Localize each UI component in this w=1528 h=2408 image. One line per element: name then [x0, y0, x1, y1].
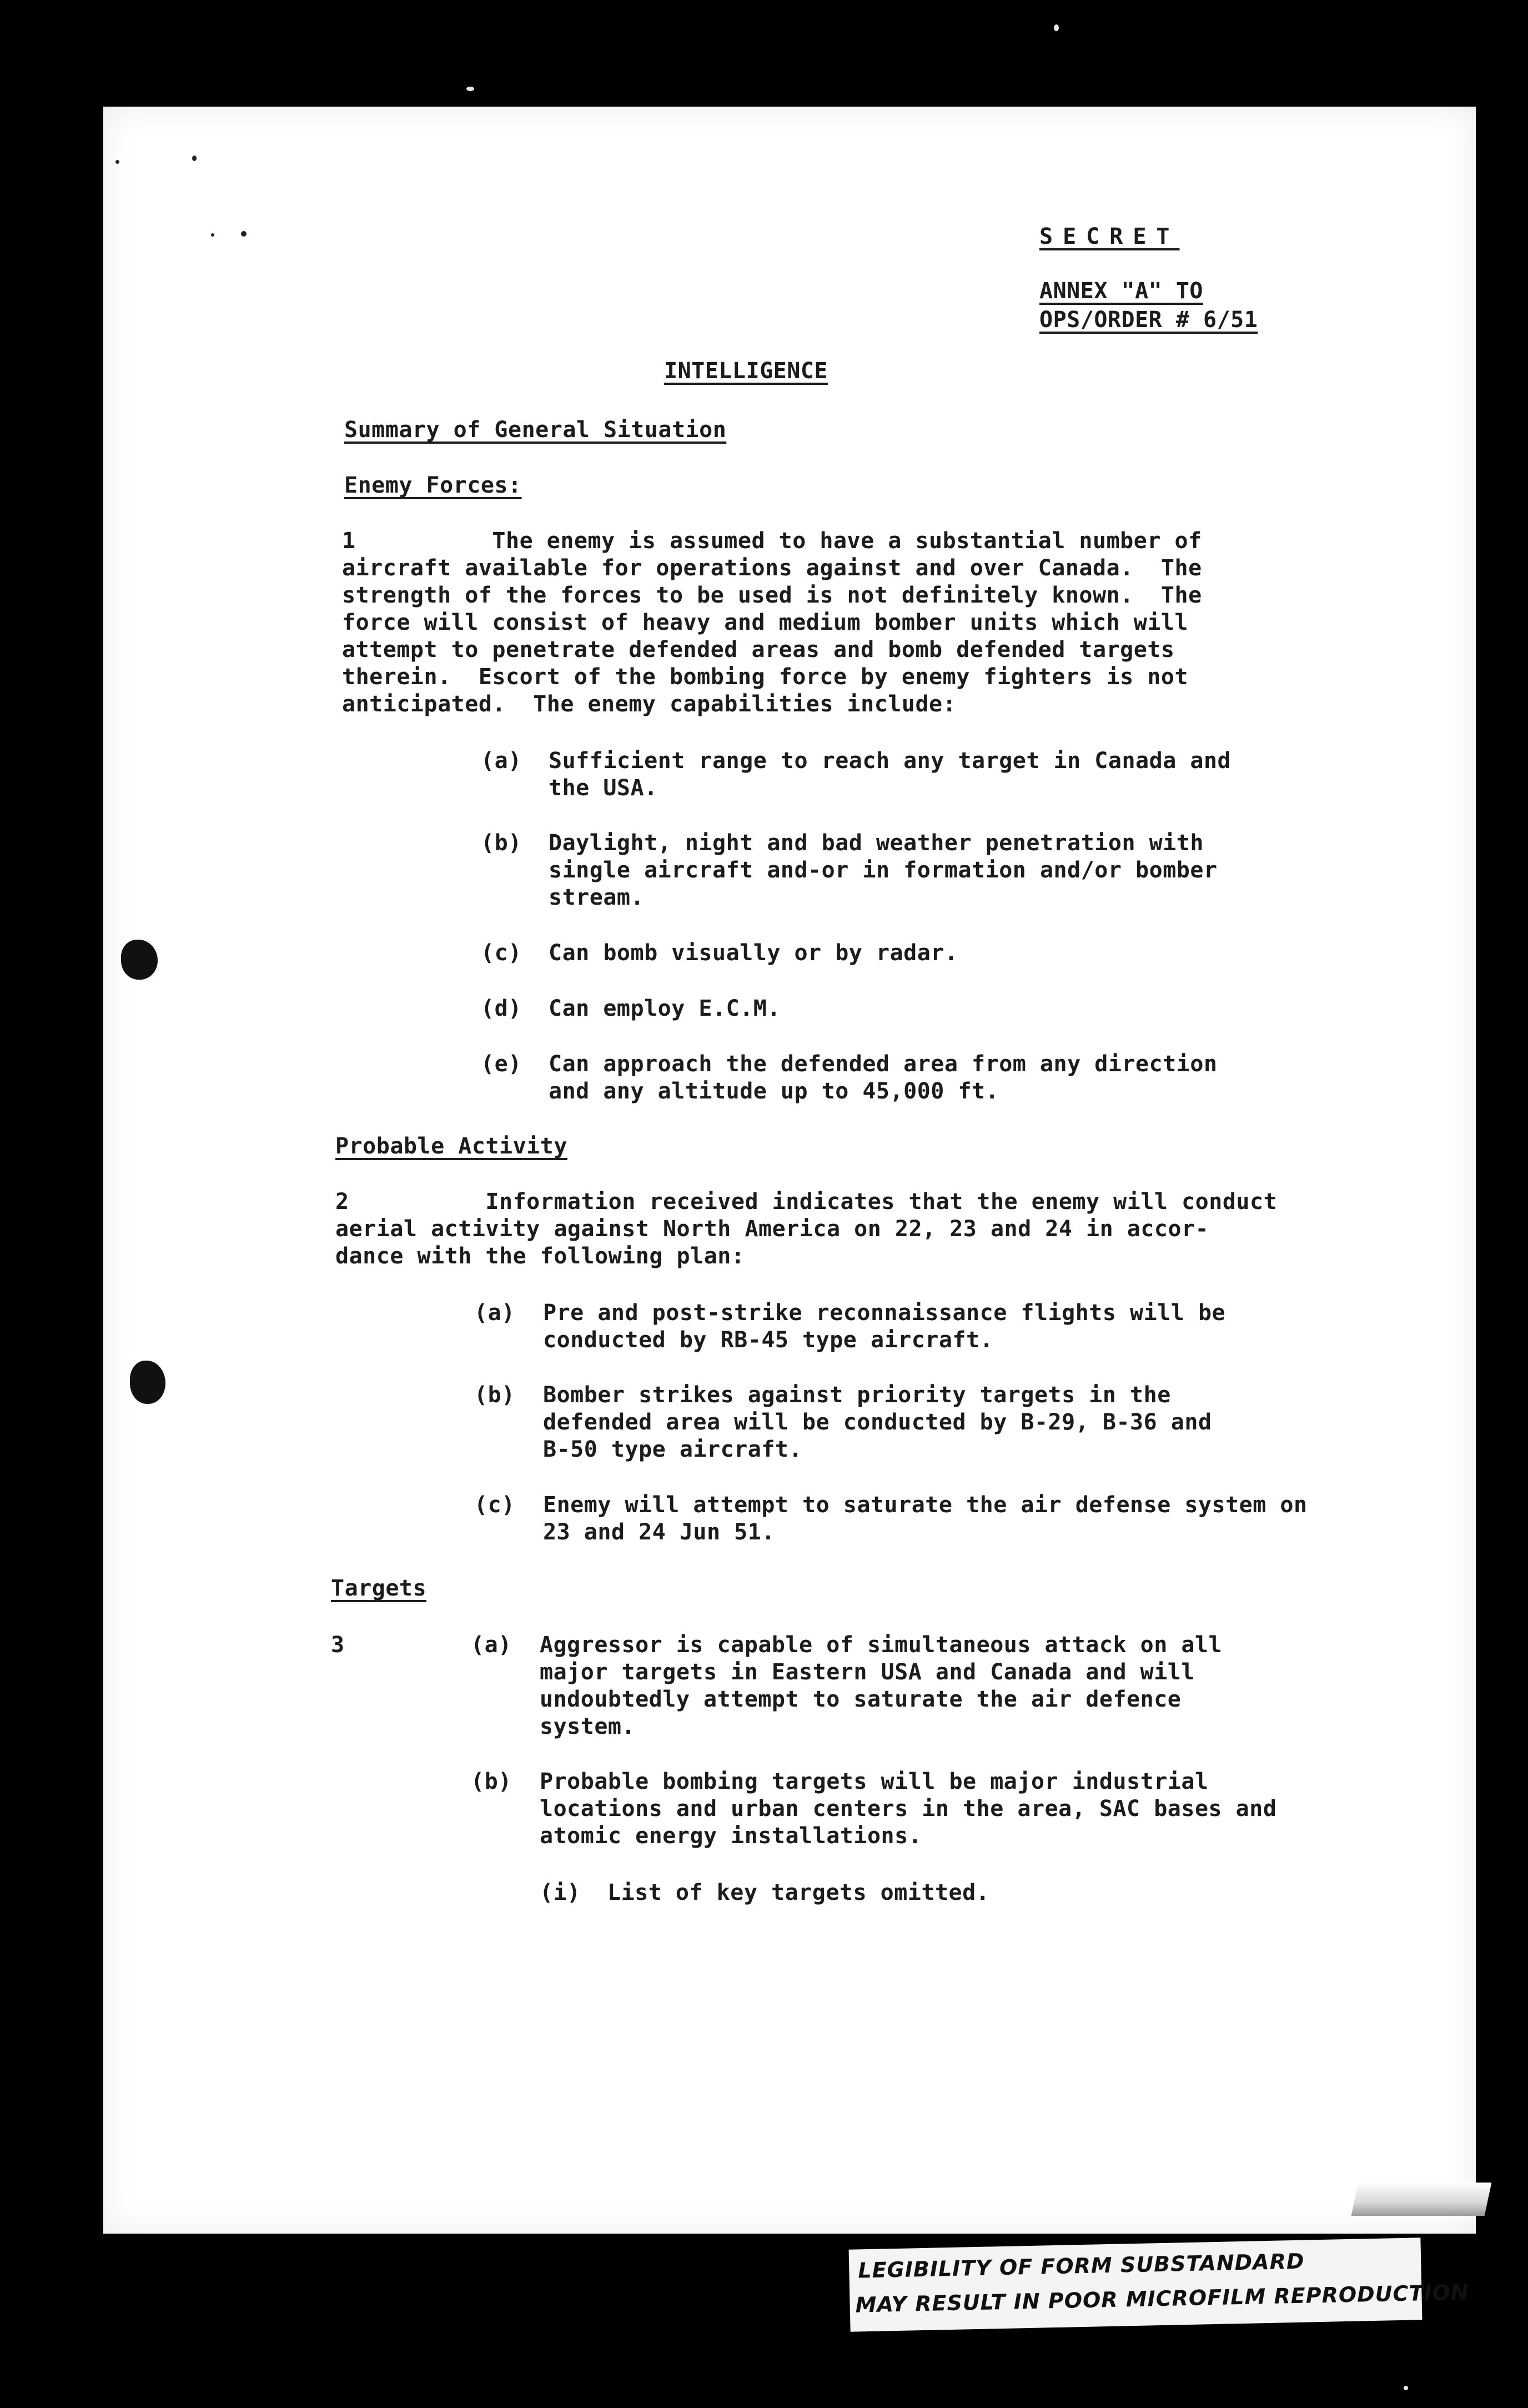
item-line: conducted by RB-45 type aircraft.	[543, 1327, 994, 1353]
annex-line: ANNEX "A" TO	[1039, 278, 1203, 304]
sub-item-text: List of key targets omitted.	[607, 1880, 990, 1905]
item-label: (b)	[481, 830, 522, 856]
item-line: 23 and 24 Jun 51.	[543, 1519, 775, 1545]
punch-hole	[121, 940, 158, 980]
item-label: (b)	[474, 1382, 515, 1408]
punch-hole	[130, 1361, 165, 1404]
item-line: Pre and post-strike reconnaissance flights will be	[543, 1300, 1226, 1326]
paragraph-line: attempt to penetrate defended areas and bomb defended targets	[342, 637, 1175, 663]
page-speck	[211, 233, 214, 237]
item-label: (a)	[471, 1632, 512, 1658]
probable-activity-heading: Probable Activity	[335, 1133, 567, 1159]
page-speck	[115, 160, 119, 164]
item-line: defended area will be conducted by B-29, B-36 and	[543, 1409, 1212, 1435]
page-speck	[192, 155, 197, 161]
item-label: (c)	[481, 940, 522, 966]
item-line: Can approach the defended area from any direction	[549, 1051, 1218, 1077]
item-line: and any altitude up to 45,000 ft.	[549, 1078, 999, 1104]
item-label: (a)	[474, 1300, 515, 1326]
item-line: single aircraft and-or in formation and/or bomber	[549, 857, 1218, 883]
item-label: (c)	[474, 1492, 515, 1518]
film-speck	[1054, 24, 1059, 31]
item-line: Can employ E.C.M.	[549, 996, 781, 1021]
sub-item-label: (i)	[540, 1880, 581, 1905]
summary-heading: Summary of General Situation	[344, 417, 727, 443]
item-line: Bomber strikes against priority targets in the	[543, 1382, 1171, 1408]
stamp-line: MAY RESULT IN POOR MICROFILM REPRODUCTION	[855, 2280, 1469, 2317]
paragraph-line: 1 The enemy is assumed to have a substantial number of	[342, 528, 1202, 554]
paragraph-line: dance with the following plan:	[335, 1243, 745, 1269]
item-label: (e)	[481, 1051, 522, 1077]
item-label: (d)	[481, 996, 522, 1021]
item-line: system.	[540, 1714, 636, 1739]
paragraph-line: therein. Escort of the bombing force by enemy fighters is not	[342, 664, 1189, 690]
item-label: (a)	[481, 748, 522, 774]
stamp-line: LEGIBILITY OF FORM SUBSTANDARD	[857, 2249, 1305, 2283]
paragraph-line: anticipated. The enemy capabilities include:	[342, 691, 957, 717]
item-line: stream.	[549, 885, 645, 910]
paragraph-line: aircraft available for operations against and over Canada. The	[342, 555, 1202, 581]
paragraph-line: 2 Information received indicates that the enemy will conduct	[335, 1189, 1278, 1215]
item-line: Daylight, night and bad weather penetration with	[549, 830, 1204, 856]
item-line: Sufficient range to reach any target in Canada and	[549, 748, 1232, 774]
item-line: Can bomb visually or by radar.	[549, 940, 958, 966]
paper-corner-fold	[1351, 2183, 1492, 2216]
page-speck	[241, 231, 247, 237]
targets-number: 3	[331, 1632, 345, 1658]
film-speck	[1404, 2386, 1408, 2390]
item-line: B-50 type aircraft.	[543, 1437, 803, 1462]
legibility-stamp	[849, 2238, 1469, 2332]
paragraph-line: strength of the forces to be used is not definitely known. The	[342, 583, 1202, 608]
classification-marking: SECRET	[1039, 224, 1180, 249]
order-line: OPS/ORDER # 6/51	[1039, 307, 1258, 333]
targets-heading: Targets	[331, 1576, 427, 1601]
paragraph-line: aerial activity against North America on 22, 23 and 24 in accor-	[335, 1216, 1209, 1242]
item-label: (b)	[471, 1769, 512, 1794]
item-line: Aggressor is capable of simultaneous attack on all	[540, 1632, 1223, 1658]
item-line: major targets in Eastern USA and Canada and will	[540, 1659, 1195, 1685]
enemy-forces-heading: Enemy Forces:	[344, 473, 522, 498]
item-line: undoubtedly attempt to saturate the air defence	[540, 1687, 1182, 1712]
item-line: the USA.	[549, 775, 658, 801]
item-line: atomic energy installations.	[540, 1823, 922, 1849]
item-line: Enemy will attempt to saturate the air defense system on	[543, 1492, 1308, 1518]
film-speck	[466, 87, 474, 91]
page-title: INTELLIGENCE	[664, 358, 828, 384]
item-line: Probable bombing targets will be major industrial	[540, 1769, 1209, 1794]
item-line: locations and urban centers in the area, SAC bases and	[540, 1796, 1277, 1822]
paragraph-line: force will consist of heavy and medium bomber units which will	[342, 610, 1189, 635]
document-page	[103, 107, 1476, 2234]
